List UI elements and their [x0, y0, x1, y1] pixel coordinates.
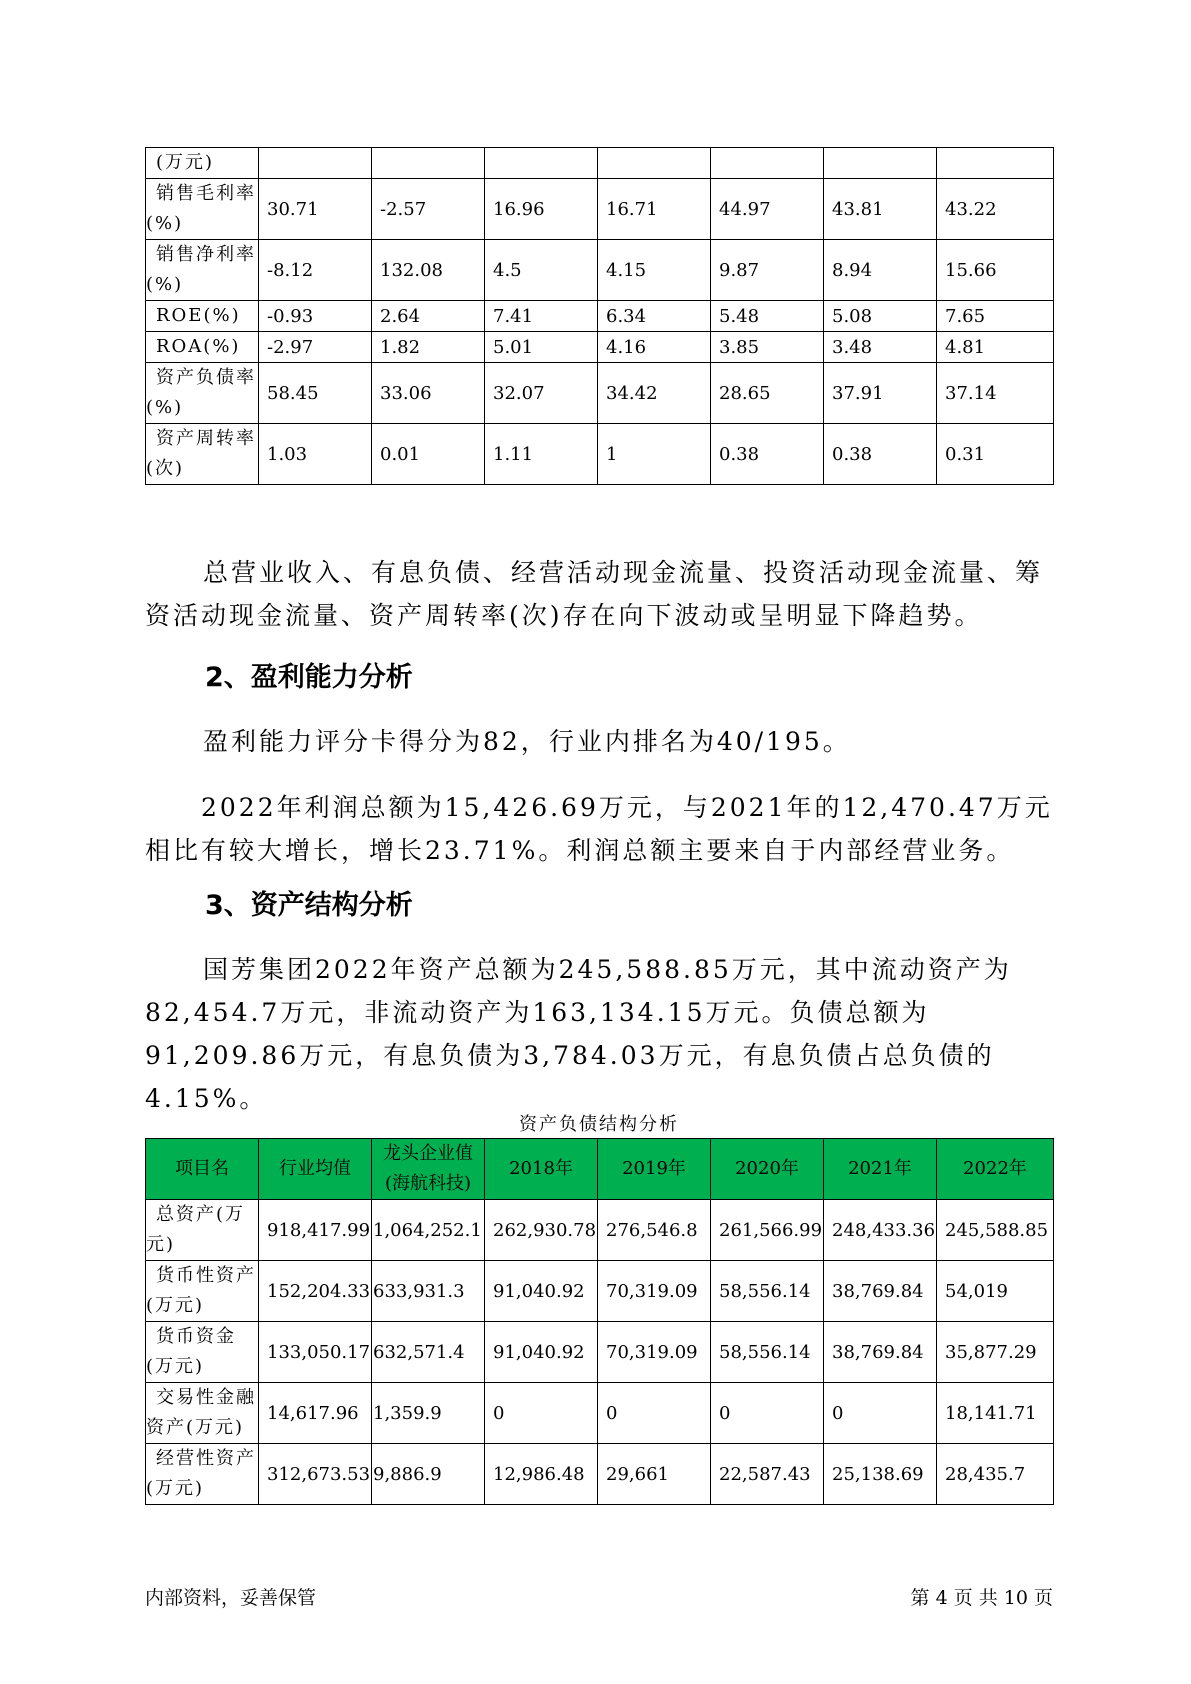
row-label [146, 240, 259, 301]
financial-ratio-table [145, 147, 1054, 485]
table-cell: 14,617.96 [259, 1383, 372, 1444]
table-cell: 54,019 [937, 1261, 1054, 1322]
table-cell: 7.41 [485, 301, 598, 332]
table-cell: -0.93 [259, 301, 372, 332]
row-label [146, 148, 259, 179]
footer-confidential: 内部资料，妥善保管 [145, 1587, 317, 1609]
table-cell [598, 148, 711, 179]
row-label [146, 1383, 259, 1444]
table-cell: 1.82 [372, 332, 485, 363]
table-header-cell: 项目名 [146, 1139, 259, 1200]
trend-paragraph: 总营业收入、有息负债、经营活动现金流量、投资活动现金流量、筹资活动现金流量、资产周转率(次)存在向下波动或呈明显下降趋势。 [145, 558, 1044, 630]
table-cell: 33.06 [372, 363, 485, 424]
table-cell [937, 148, 1054, 179]
table-cell: 32.07 [485, 363, 598, 424]
total-profit-paragraph: 2022年利润总额为15,426.69万元，与2021年的12,470.47万元相比有较大增长，增长23.71%。利润总额主要来自于内部经营业务。 [145, 793, 1053, 865]
table-cell: 5.08 [824, 301, 937, 332]
table-cell: 37.91 [824, 363, 937, 424]
profitability-score-paragraph: 盈利能力评分卡得分为82，行业内排名为40/195。 [203, 727, 851, 756]
table-cell: 132.08 [372, 240, 485, 301]
table-row [146, 1200, 1054, 1261]
row-label-line: (万元) [156, 152, 215, 173]
asset-structure-paragraph: 国芳集团2022年资产总额为245,588.85万元，其中流动资产为82,454.7万元，非流动资产为163,134.15万元。负债总额为91,209.86万元，有息负债为3,784.03万元，有息负债占总负债的4.15%。 [145, 955, 1012, 1113]
table-cell: 29,661 [598, 1444, 711, 1505]
table-row [146, 1322, 1054, 1383]
table-cell: 18,141.71 [937, 1383, 1054, 1444]
table-cell: 5.48 [711, 301, 824, 332]
table-row [146, 240, 1054, 301]
row-label [146, 179, 259, 240]
table-cell: 633,931.3 [372, 1261, 485, 1322]
table-cell: 1.03 [259, 424, 372, 485]
table-cell: 43.81 [824, 179, 937, 240]
table-cell: 276,546.8 [598, 1200, 711, 1261]
table-cell [711, 148, 824, 179]
table-cell: 1,359.9 [372, 1383, 485, 1444]
table-row [146, 363, 1054, 424]
table-cell: -2.97 [259, 332, 372, 363]
table-cell: 38,769.84 [824, 1322, 937, 1383]
table-cell: 1,064,252.1 [372, 1200, 485, 1261]
table-cell: 0 [485, 1383, 598, 1444]
table-cell: 9,886.9 [372, 1444, 485, 1505]
row-label [146, 1444, 259, 1505]
table-cell: 0 [824, 1383, 937, 1444]
footer-page-number: 第 4 页 共 10 页 [910, 1587, 1053, 1609]
table-cell: 0 [711, 1383, 824, 1444]
table-cell: 43.22 [937, 179, 1054, 240]
row-label-line: 资产周转率 [156, 428, 256, 449]
table-header-row [146, 1139, 1054, 1200]
table-cell: 312,673.53 [259, 1444, 372, 1505]
table-header-cell: 龙头企业值(海航科技) [372, 1139, 485, 1200]
table-row [146, 179, 1054, 240]
table-cell: 8.94 [824, 240, 937, 301]
row-label-line: (%) [146, 397, 184, 418]
row-label-line: (万元) [146, 1295, 205, 1316]
table-cell: 58,556.14 [711, 1261, 824, 1322]
row-label-line: 资产(万元) [146, 1417, 245, 1438]
table-cell: 0 [598, 1383, 711, 1444]
row-label-line: (万元) [146, 1478, 205, 1499]
table-cell: 12,986.48 [485, 1444, 598, 1505]
table-cell: 3.85 [711, 332, 824, 363]
table-cell: 16.96 [485, 179, 598, 240]
row-label [146, 332, 259, 363]
table-cell: 34.42 [598, 363, 711, 424]
table-cell: 22,587.43 [711, 1444, 824, 1505]
row-label [146, 363, 259, 424]
table-caption: 资产负债结构分析 [519, 1114, 679, 1135]
table-header-cell: 2020年 [711, 1139, 824, 1200]
table-cell [259, 148, 372, 179]
table-cell: 16.71 [598, 179, 711, 240]
row-label-line: 货币性资产 [156, 1265, 256, 1286]
table-cell: 7.65 [937, 301, 1054, 332]
table-cell: 262,930.78 [485, 1200, 598, 1261]
table-cell [485, 148, 598, 179]
row-label-line: (%) [146, 213, 184, 234]
table-row [146, 424, 1054, 485]
table-cell: 1 [598, 424, 711, 485]
table-cell: 9.87 [711, 240, 824, 301]
table-header-cell: 2022年 [937, 1139, 1054, 1200]
table-cell: 0.01 [372, 424, 485, 485]
table-cell: 4.15 [598, 240, 711, 301]
table-row [146, 1444, 1054, 1505]
table-cell: 37.14 [937, 363, 1054, 424]
row-label [146, 1200, 259, 1261]
table-cell: 1.11 [485, 424, 598, 485]
table-cell: 0.31 [937, 424, 1054, 485]
table-cell [372, 148, 485, 179]
table-row [146, 301, 1054, 332]
row-label-line: 资产负债率 [156, 367, 256, 388]
table-cell: 632,571.4 [372, 1322, 485, 1383]
row-label [146, 301, 259, 332]
table-cell: 70,319.09 [598, 1322, 711, 1383]
table-cell: 91,040.92 [485, 1322, 598, 1383]
row-label-line: ROE(%) [156, 305, 241, 326]
table-cell [824, 148, 937, 179]
table-cell: 0.38 [824, 424, 937, 485]
table-header-cell: 行业均值 [259, 1139, 372, 1200]
row-label-line: 销售毛利率 [156, 183, 256, 204]
table-header-cell: 2019年 [598, 1139, 711, 1200]
row-label-line: 货币资金 [156, 1326, 236, 1347]
table-row [146, 1261, 1054, 1322]
table-cell: 58,556.14 [711, 1322, 824, 1383]
table-cell: 3.48 [824, 332, 937, 363]
row-label [146, 1322, 259, 1383]
table-cell: 152,204.33 [259, 1261, 372, 1322]
row-label-line: 经营性资产 [156, 1448, 256, 1469]
table-cell: 30.71 [259, 179, 372, 240]
row-label-line: 元) [146, 1234, 176, 1255]
table-cell: 35,877.29 [937, 1322, 1054, 1383]
table-cell: 4.16 [598, 332, 711, 363]
table-row [146, 332, 1054, 363]
row-label-line: (%) [146, 274, 184, 295]
table-cell: 248,433.36 [824, 1200, 937, 1261]
table-cell: 58.45 [259, 363, 372, 424]
table-header-cell: 2021年 [824, 1139, 937, 1200]
table-cell: 0.38 [711, 424, 824, 485]
table-cell: 2.64 [372, 301, 485, 332]
table-cell: 28,435.7 [937, 1444, 1054, 1505]
asset-liability-table [145, 1138, 1054, 1505]
row-label-line: 交易性金融 [156, 1387, 256, 1408]
section-heading-asset-structure: 3、资产结构分析 [205, 890, 413, 921]
table-header-cell: 2018年 [485, 1139, 598, 1200]
table-cell: 4.5 [485, 240, 598, 301]
table-cell: 70,319.09 [598, 1261, 711, 1322]
table-cell: 5.01 [485, 332, 598, 363]
row-label-line: (万元) [146, 1356, 205, 1377]
table-cell: 25,138.69 [824, 1444, 937, 1505]
row-label [146, 424, 259, 485]
table-cell: 15.66 [937, 240, 1054, 301]
row-label-line: (次) [146, 458, 185, 479]
row-label-line: 销售净利率 [156, 244, 256, 265]
row-label [146, 1261, 259, 1322]
table-cell: 918,417.99 [259, 1200, 372, 1261]
table-row [146, 1383, 1054, 1444]
row-label-line: ROA(%) [156, 336, 241, 357]
table-cell: 4.81 [937, 332, 1054, 363]
table-cell: -2.57 [372, 179, 485, 240]
table-cell: 38,769.84 [824, 1261, 937, 1322]
section-heading-profitability: 2、盈利能力分析 [205, 662, 413, 693]
table-cell: 6.34 [598, 301, 711, 332]
table-cell: 261,566.99 [711, 1200, 824, 1261]
table-cell: -8.12 [259, 240, 372, 301]
table-cell: 245,588.85 [937, 1200, 1054, 1261]
table-row [146, 148, 1054, 179]
row-label-line: 总资产(万 [156, 1204, 246, 1225]
table-cell: 91,040.92 [485, 1261, 598, 1322]
table-cell: 44.97 [711, 179, 824, 240]
table-cell: 28.65 [711, 363, 824, 424]
table-cell: 133,050.17 [259, 1322, 372, 1383]
